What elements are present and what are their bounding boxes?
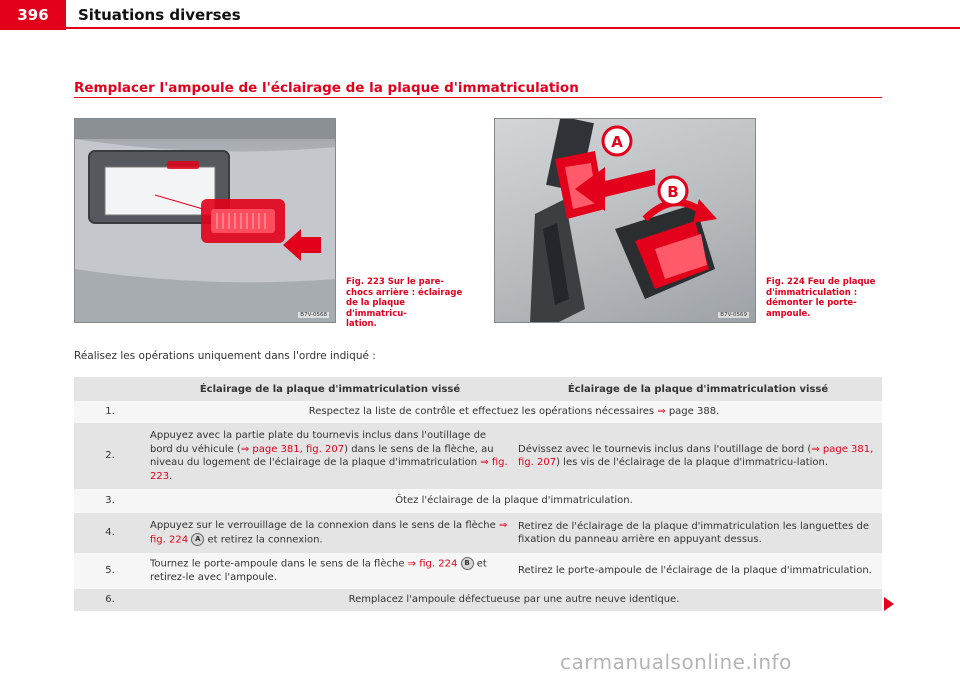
- badge-b: B: [461, 557, 474, 570]
- table-header-row: [74, 377, 882, 401]
- step-number: 3.: [74, 489, 146, 513]
- table-row: [74, 401, 882, 423]
- figure-code: B7V-0568: [300, 312, 327, 318]
- table-row: [74, 553, 882, 589]
- table-row: [74, 423, 882, 489]
- label-b: B: [667, 183, 679, 201]
- table-row: [74, 589, 882, 611]
- figure-reference-link[interactable]: ⇒ fig. 224: [150, 520, 508, 546]
- figure-224-image: [494, 118, 756, 323]
- arrow-icon: ⇒: [811, 443, 820, 455]
- label-a: A: [611, 133, 623, 151]
- step-text: Ôtez l'éclairage de la plaque d'immatriculation.: [146, 489, 882, 513]
- steps-table: [74, 377, 882, 611]
- step-text-col-b: Retirez de l'éclairage de la plaque d'immatriculation les languettes de fixation du panneau arrière en appuyant dessus.: [514, 513, 882, 553]
- watermark: carmanualsonline.info: [560, 650, 792, 674]
- arrow-icon: ⇒: [657, 406, 666, 418]
- table-header-col-a: Éclairage de la plaque d'immatriculation vissé: [146, 377, 514, 401]
- step-text-col-b: Dévissez avec le tournevis inclus dans l'outillage de bord (⇒ page 381, fig. 207) les vis de l'éclairage de la plaque d'immatricu-lation.: [514, 423, 882, 489]
- step-number: 2.: [74, 423, 146, 489]
- step-number: 4.: [74, 513, 146, 553]
- step-text-col-b: Retirez le porte-ampoule de l'éclairage de la plaque d'immatriculation.: [514, 553, 882, 589]
- step-text: Respectez la liste de contrôle et effectuez les opérations nécessaires ⇒ page 388.: [146, 401, 882, 423]
- page-reference-link[interactable]: ⇒ page 381, fig. 207: [518, 443, 874, 468]
- figure-223-caption: Fig. 223 Sur le pare- chocs arrière : éclairage de la plaque d'immatricu- lation.: [346, 277, 463, 329]
- step-text-col-a: Appuyez sur le verrouillage de la connexion dans le sens de la flèche ⇒ fig. 224 A et retirez la connexion.: [146, 513, 514, 553]
- step-text-col-a: Tournez le porte-ampoule dans le sens de la flèche ⇒ fig. 224 B et retirez-le avec l'ampoule.: [146, 553, 514, 589]
- section-rule: [74, 97, 882, 98]
- page-header-title: Situations diverses: [78, 6, 241, 24]
- table-row: [74, 513, 882, 553]
- bulb-holder-illustration: [495, 119, 756, 323]
- figure-reference-link[interactable]: ⇒ fig. 224: [407, 558, 458, 570]
- step-number: 5.: [74, 553, 146, 589]
- page-reference-link[interactable]: ⇒ page 381, fig. 207: [240, 443, 345, 455]
- bumper-plate-light-illustration: [75, 119, 336, 323]
- page-number: 396: [0, 0, 66, 30]
- table-header-col-b: Éclairage de la plaque d'immatriculation vissé: [514, 377, 882, 401]
- step-text-col-a: Appuyez avec la partie plate du tournevis inclus dans l'outillage de bord du véhicule (⇒ page 381, fig. 207) dans le sens de la flèche, au niveau du logement de l'éclairage de la plaque d'immatriculation ⇒ fig. 223.: [146, 423, 514, 489]
- step-number: 6.: [74, 589, 146, 611]
- arrow-icon: ⇒: [407, 558, 417, 570]
- figure-code: B7V-0569: [720, 312, 747, 318]
- table-row: [74, 489, 882, 513]
- step-number: 1.: [74, 401, 146, 423]
- step-text: Remplacez l'ampoule défectueuse par une autre neuve identique.: [146, 589, 882, 611]
- continue-arrow-icon[interactable]: [884, 597, 894, 611]
- arrow-icon: ⇒: [480, 457, 489, 468]
- figure-224-caption: Fig. 224 Feu de plaque d'immatriculation : démonter le porte- ampoule.: [766, 277, 876, 319]
- intro-text: Réalisez les opérations uniquement dans l'ordre indiqué :: [74, 350, 376, 362]
- figure-reference-link[interactable]: ⇒ fig. 223: [150, 457, 508, 482]
- arrow-icon: ⇒: [240, 443, 250, 455]
- badge-a: A: [191, 533, 204, 546]
- figure-223-image: [74, 118, 336, 323]
- arrow-icon: ⇒: [498, 520, 508, 532]
- table-header-empty: [74, 377, 146, 401]
- section-title: Remplacer l'ampoule de l'éclairage de la plaque d'immatriculation: [74, 80, 579, 96]
- header-rule: [66, 27, 960, 29]
